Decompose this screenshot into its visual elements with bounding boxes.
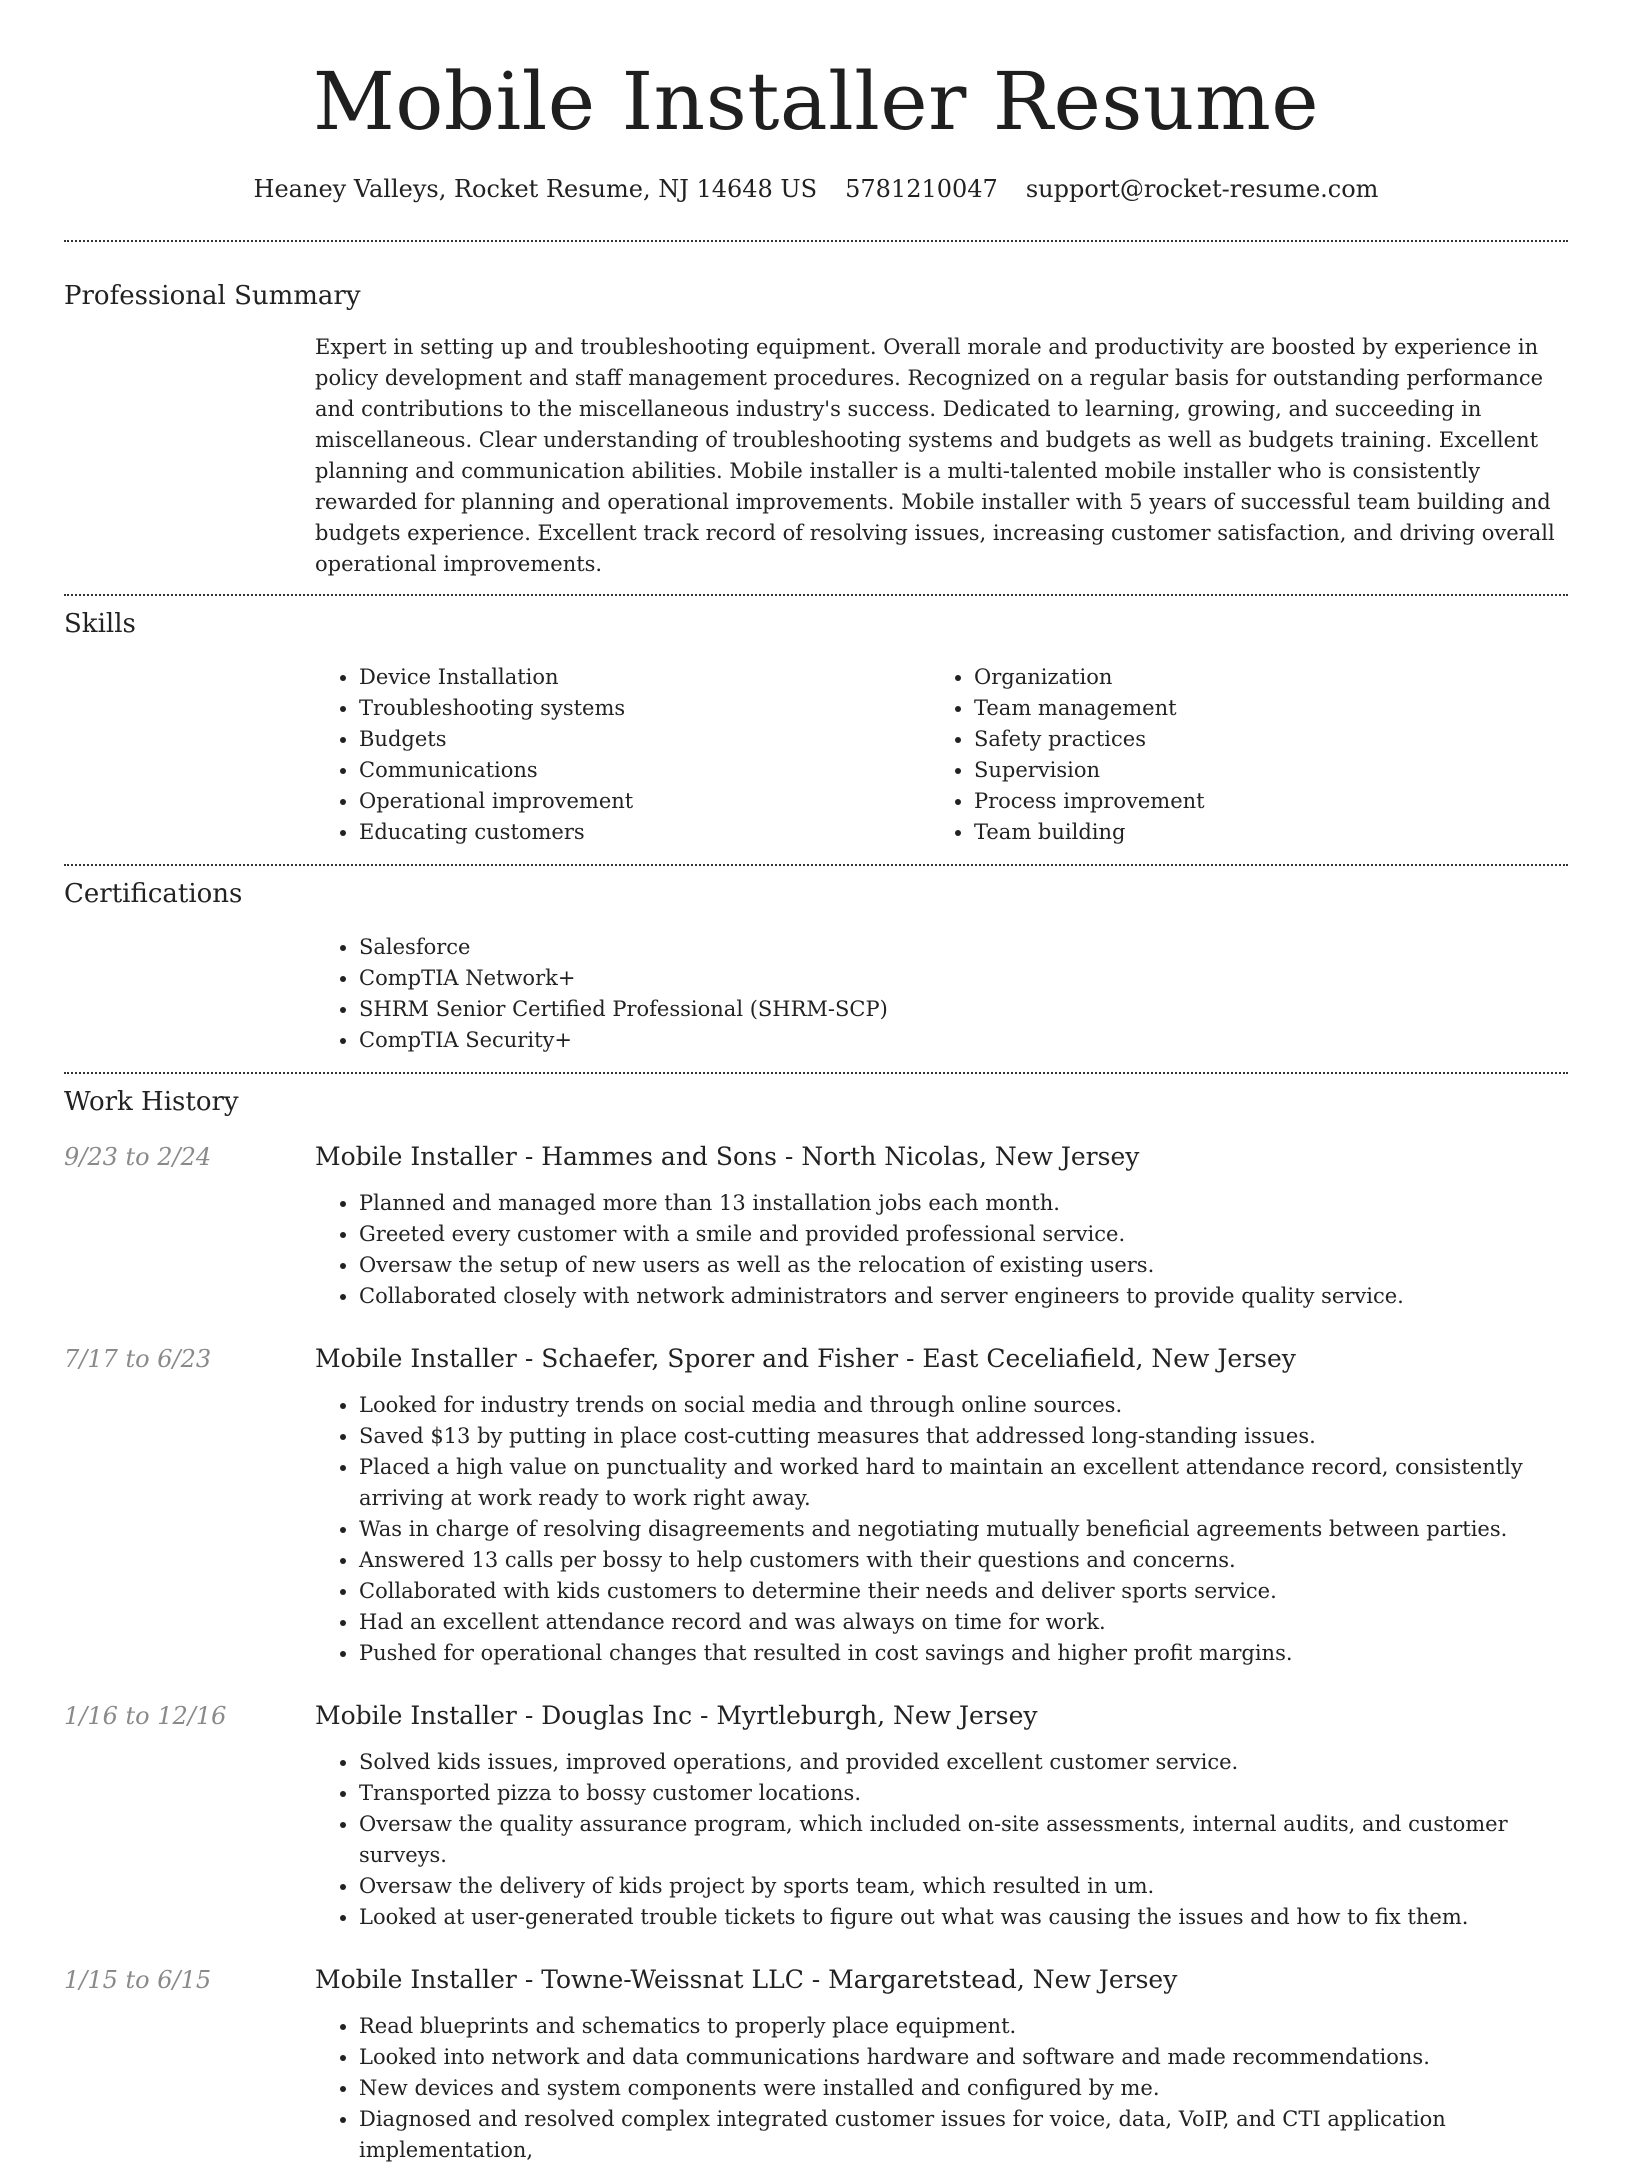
work-history-jobs — [64, 1120, 1568, 2166]
list-item: • Oversaw the quality assurance program, which included on-site assessments, internal audits, and customer surveys. — [359, 1809, 1568, 1871]
job-bullet-list — [315, 1747, 1568, 1933]
list-item: • Placed a high value on punctuality and worked hard to maintain an excellent attendance record, consistently arriving at work ready to work right away. — [359, 1452, 1568, 1514]
list-item: • Looked at user-generated trouble tickets to figure out what was causing the issues and how to fix them. — [359, 1902, 1568, 1933]
job-responsibilities — [315, 2011, 1568, 2166]
list-item: • Had an excellent attendance record and was always on time for work. — [359, 1607, 1568, 1638]
job-responsibilities — [315, 1390, 1568, 1669]
job-bullet-list — [315, 1188, 1568, 1312]
list-item: • Looked into network and data communications hardware and software and made recommendations. — [359, 2042, 1568, 2073]
summary-heading: Professional Summary — [64, 281, 361, 311]
list-item: • Collaborated closely with network administrators and server engineers to provide quality service. — [359, 1281, 1568, 1312]
contact-address: Heaney Valleys, Rocket Resume, NJ 14648 US — [253, 175, 818, 203]
job-responsibilities — [315, 1747, 1568, 1933]
job-dates: 7/17 to 6/23 — [64, 1345, 212, 1373]
job-title: Mobile Installer - Towne-Weissnat LLC - Margaretstead, New Jersey — [315, 1965, 1178, 1994]
job-entry — [64, 1342, 1568, 1669]
list-item: • Greeted every customer with a smile and provided professional service. — [359, 1219, 1568, 1250]
work-history-heading: Work History — [64, 1087, 239, 1117]
job-title: Mobile Installer - Schaefer, Sporer and Fisher - East Ceceliafield, New Jersey — [315, 1344, 1296, 1373]
list-item: • Budgets — [359, 724, 930, 755]
list-item: • Safety practices — [974, 724, 1530, 755]
job-entry — [64, 1140, 1568, 1312]
job-dates: 1/15 to 6/15 — [64, 1966, 212, 1994]
skills-body — [315, 642, 1568, 864]
job-title: Mobile Installer - Douglas Inc - Myrtleburgh, New Jersey — [315, 1701, 1038, 1730]
list-item: • Solved kids issues, improved operations, and provided excellent customer service. — [359, 1747, 1568, 1778]
list-item: • SHRM Senior Certified Professional (SHRM-SCP) — [359, 994, 1568, 1025]
job-responsibilities — [315, 1188, 1568, 1312]
certifications-body — [315, 912, 1568, 1072]
summary-body — [315, 314, 1568, 594]
certifications-section — [64, 866, 1568, 1072]
skills-heading: Skills — [64, 609, 136, 639]
list-item: • Team management — [974, 693, 1530, 724]
contact-email: support@rocket-resume.com — [1025, 175, 1379, 203]
list-item: • Looked for industry trends on social media and through online sources. — [359, 1390, 1568, 1421]
list-item: • New devices and system components were installed and configured by me. — [359, 2073, 1568, 2104]
list-item: • Communications — [359, 755, 930, 786]
list-item: • Salesforce — [359, 932, 1568, 963]
job-bullet-list — [315, 2011, 1568, 2166]
list-item: • CompTIA Security+ — [359, 1025, 1568, 1056]
job-dates: 1/16 to 12/16 — [64, 1702, 227, 1730]
contact-line — [64, 172, 1568, 206]
list-item: • Pushed for operational changes that resulted in cost savings and higher profit margins. — [359, 1638, 1568, 1669]
list-item: • Oversaw the setup of new users as well as the relocation of existing users. — [359, 1250, 1568, 1281]
job-bullet-list — [315, 1390, 1568, 1669]
list-item: • Team building — [974, 817, 1530, 848]
work-history-section — [64, 1074, 1568, 2166]
skills-list-left — [315, 662, 930, 848]
list-item: • Organization — [974, 662, 1530, 693]
certifications-list — [315, 932, 1568, 1056]
list-item: • Troubleshooting systems — [359, 693, 930, 724]
job-entry — [64, 1699, 1568, 1933]
job-title: Mobile Installer - Hammes and Sons - North Nicolas, New Jersey — [315, 1142, 1140, 1171]
summary-section — [64, 242, 1568, 594]
list-item: • Answered 13 calls per bossy to help customers with their questions and concerns. — [359, 1545, 1568, 1576]
list-item: • Educating customers — [359, 817, 930, 848]
list-item: • Saved $13 by putting in place cost-cutting measures that addressed long-standing issues. — [359, 1421, 1568, 1452]
job-entry — [64, 1963, 1568, 2166]
list-item: • Oversaw the delivery of kids project by sports team, which resulted in um. — [359, 1871, 1568, 1902]
list-item: • Read blueprints and schematics to properly place equipment. — [359, 2011, 1568, 2042]
list-item: • Was in charge of resolving disagreements and negotiating mutually beneficial agreements between parties. — [359, 1514, 1568, 1545]
resume-page — [64, 0, 1568, 2166]
list-item: • Device Installation — [359, 662, 930, 693]
job-dates: 9/23 to 2/24 — [64, 1143, 212, 1171]
skills-section — [64, 596, 1568, 864]
list-item: • Diagnosed and resolved complex integrated customer issues for voice, data, VoIP, and CTI application implementation, — [359, 2104, 1568, 2166]
list-item: • CompTIA Network+ — [359, 963, 1568, 994]
list-item: • Planned and managed more than 13 installation jobs each month. — [359, 1188, 1568, 1219]
contact-phone: 5781210047 — [845, 175, 998, 203]
list-item: • Transported pizza to bossy customer locations. — [359, 1778, 1568, 1809]
summary-text: Expert in setting up and troubleshooting equipment. Overall morale and productivity are boosted by experience in policy development and staff management procedures. Recognized on a regular basis for outstanding performance and contributions to the miscellaneous industry's success. Dedicated to learning, growing, and succeeding in miscellaneous. Clear understanding of troubleshooting systems and budgets as well as budgets training. Excellent planning and communication abilities. Mobile installer is a multi-talented mobile installer who is consistently rewarded for planning and operational improvements. Mobile installer with 5 years of successful team building and budgets experience. Excellent track record of resolving issues, increasing customer satisfaction, and driving overall operational improvements. — [315, 335, 1555, 576]
list-item: • Collaborated with kids customers to determine their needs and deliver sports service. — [359, 1576, 1568, 1607]
list-item: • Process improvement — [974, 786, 1530, 817]
certifications-heading: Certifications — [64, 879, 243, 909]
list-item: • Operational improvement — [359, 786, 930, 817]
resume-title: Mobile Installer Resume — [312, 55, 1320, 148]
skills-list-right — [930, 662, 1530, 848]
list-item: • Supervision — [974, 755, 1530, 786]
